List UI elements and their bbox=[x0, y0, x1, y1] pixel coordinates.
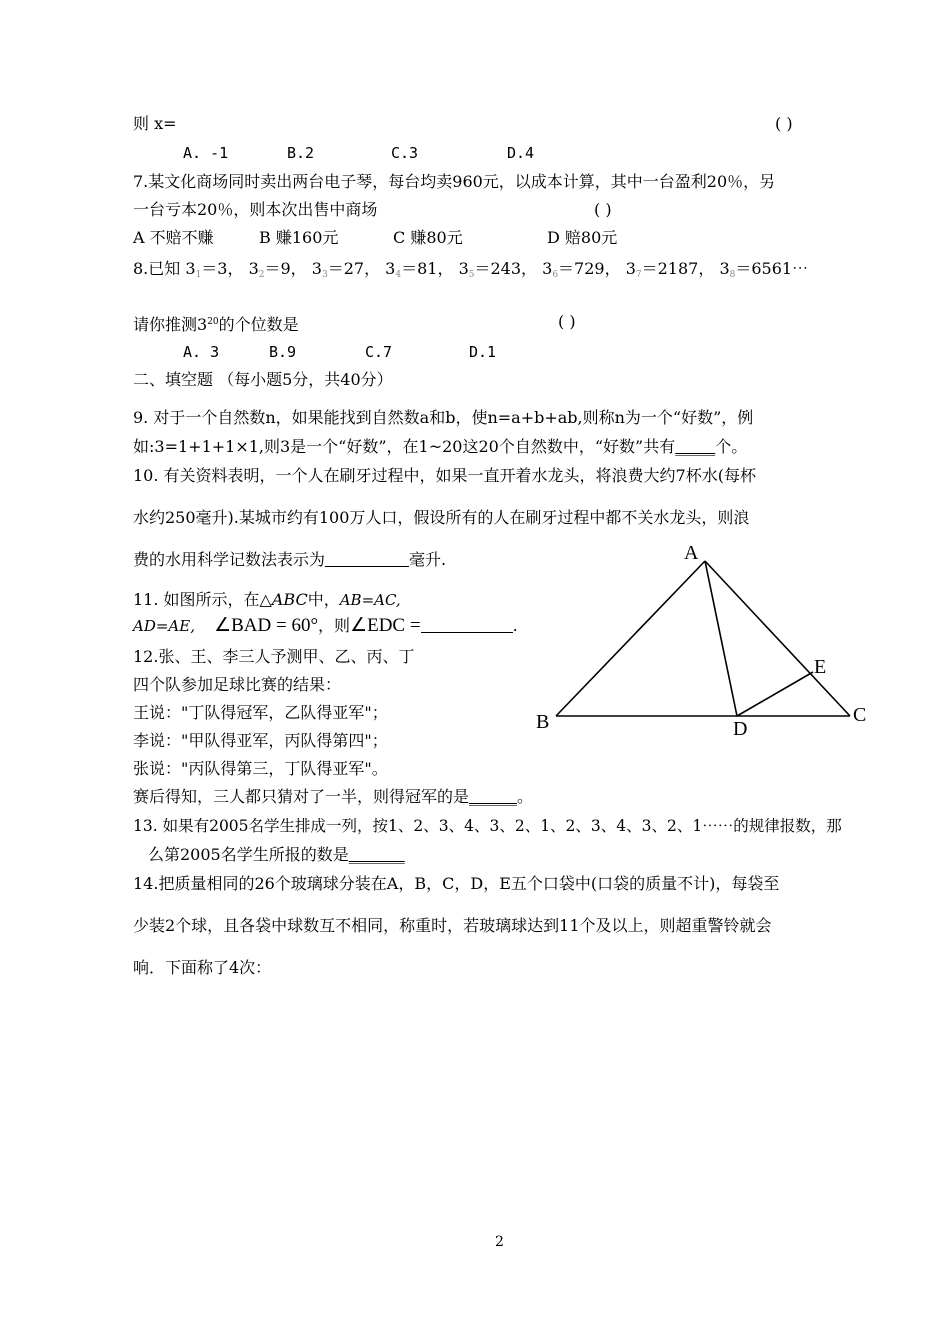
q10-line-3: 费的水用科学记数法表示为 毫升. bbox=[133, 550, 447, 569]
q7-option-b: B 赚160元 bbox=[259, 228, 339, 247]
q8-prefix: 8.已知 bbox=[133, 259, 181, 278]
q8-term: $3_6=729$， bbox=[542, 259, 621, 280]
q8-option-b: B.9 bbox=[269, 343, 297, 361]
triangle-figure bbox=[530, 535, 870, 745]
q7-answer-paren: ( ) bbox=[594, 200, 612, 219]
q13-line-1: 13. 如果有2005名学生排成一列，按1、2、3、4、3、2、1、2、3、4、3、2、1⋯⋯的规律报数，那 bbox=[133, 817, 842, 835]
q8-ask: 请你推测$3^{20}$的个位数是 bbox=[133, 315, 299, 334]
q6-stem-tail: 则 x= bbox=[133, 114, 177, 133]
q7-line-2: 一台亏本20％，则本次出售中商场 bbox=[133, 200, 378, 219]
q6-option-c: C.3 bbox=[391, 144, 419, 162]
label-e: E bbox=[814, 656, 827, 678]
q8-term: $3_2=9$， bbox=[248, 259, 307, 280]
label-c: C bbox=[853, 704, 867, 726]
q14-line-2: 少装2个球，且各袋中球数互不相同，称重时，若玻璃球达到11个及以上，则超重警铃就会 bbox=[133, 916, 772, 935]
q10-answer-blank bbox=[325, 552, 409, 567]
label-b: B bbox=[536, 711, 550, 733]
q12-line-5: 张说："丙队得第三，丁队得亚军"。 bbox=[133, 759, 388, 778]
q7-option-d: D 赔80元 bbox=[547, 228, 618, 247]
q8-term: $3_8=6561\cdots$ bbox=[719, 259, 809, 280]
q12-line-6: 赛后得知，三人都只猜对了一半，则得冠军的是______。 bbox=[133, 787, 534, 806]
q9-answer-blank: _____ bbox=[675, 437, 716, 456]
q11-line-1: 11. 如图所示，在△ABC中，AB=AC, bbox=[133, 590, 401, 609]
q11-line-2: AD=AE, ∠BAD = 60°，则∠EDC = . bbox=[133, 615, 518, 636]
q8-sequence-line bbox=[133, 259, 808, 285]
q12-answer-blank: ______ bbox=[469, 787, 518, 806]
q8-answer-paren: ( ) bbox=[558, 312, 576, 331]
q14-line-1: 14.把质量相同的26个玻璃球分装在A，B，C，D，E五个口袋中(口袋的质量不计)，每袋至 bbox=[133, 874, 780, 893]
q8-term: $3_4=81$， bbox=[385, 259, 454, 280]
q9-line-2: 如:3=1+1+1×1,则3是一个“好数”，在1~20这20个自然数中，“好数”共有_____个。 bbox=[133, 437, 748, 456]
q8-option-c: C.7 bbox=[365, 343, 393, 361]
q8-term: $3_5=243$， bbox=[458, 259, 538, 280]
q6-option-b: B.2 bbox=[287, 144, 315, 162]
q8-term: $3_7=2187$， bbox=[625, 259, 715, 280]
side-ab bbox=[556, 561, 705, 716]
q12-line-2: 四个队参加足球比赛的结果： bbox=[133, 675, 342, 694]
q13-answer-blank: _______ bbox=[348, 845, 405, 864]
q6-options bbox=[183, 143, 534, 163]
q9-line-1: 9. 对于一个自然数n，如果能找到自然数a和b，使n=a+b+ab,则称n为一个“好数”，例 bbox=[133, 408, 754, 427]
q7-option-c: C 赚80元 bbox=[393, 228, 463, 247]
q10-line-2: 水约250毫升).某城市约有100万人口，假设所有的人在刷牙过程中都不关水龙头，则浪 bbox=[133, 508, 750, 527]
q8-term: $3_3=27$， bbox=[311, 259, 381, 280]
q12-line-3: 王说："丁队得冠军，乙队得亚军"； bbox=[133, 703, 388, 722]
q8-option-a: A. 3 bbox=[183, 343, 220, 361]
q8-option-d: D.1 bbox=[469, 343, 497, 361]
q11-angle-bad: ∠BAD = 60° bbox=[214, 615, 319, 636]
label-a: A bbox=[684, 542, 699, 564]
page-number: 2 bbox=[495, 1234, 504, 1250]
q10-line-1: 10. 有关资料表明，一个人在刷牙过程中，如果一直开着水龙头，将浪费大约7杯水(每杯 bbox=[133, 466, 756, 485]
q11-answer-blank bbox=[421, 618, 513, 633]
segment-ad bbox=[705, 561, 737, 716]
q11-angle-edc: ∠EDC = bbox=[350, 615, 421, 636]
section-2-heading: 二、填空题 （每小题5分，共40分） bbox=[133, 370, 393, 389]
q7-option-a: A 不赔不赚 bbox=[133, 228, 214, 247]
q6-option-d: D.4 bbox=[507, 144, 535, 162]
q13-line-2: 么第2005名学生所报的数是_______ bbox=[148, 845, 405, 864]
label-d: D bbox=[733, 718, 748, 740]
q7-line-1: 7.某文化商场同时卖出两台电子琴，每台均卖960元，以成本计算，其中一台盈利20％，另 bbox=[133, 172, 776, 191]
q12-line-1: 12.张、王、李三人予测甲、乙、丙、丁 bbox=[133, 647, 415, 666]
q8-options bbox=[183, 342, 496, 362]
q6-answer-paren: ( ) bbox=[775, 114, 793, 133]
q14-line-3: 响．下面称了4次： bbox=[133, 958, 272, 977]
q8-term: $3_1=3$， bbox=[185, 259, 244, 280]
segment-de bbox=[737, 672, 813, 716]
q7-options bbox=[133, 228, 617, 248]
q12-line-4: 李说："甲队得亚军，丙队得第四"； bbox=[133, 731, 388, 750]
q6-option-a: A. -1 bbox=[183, 144, 229, 162]
